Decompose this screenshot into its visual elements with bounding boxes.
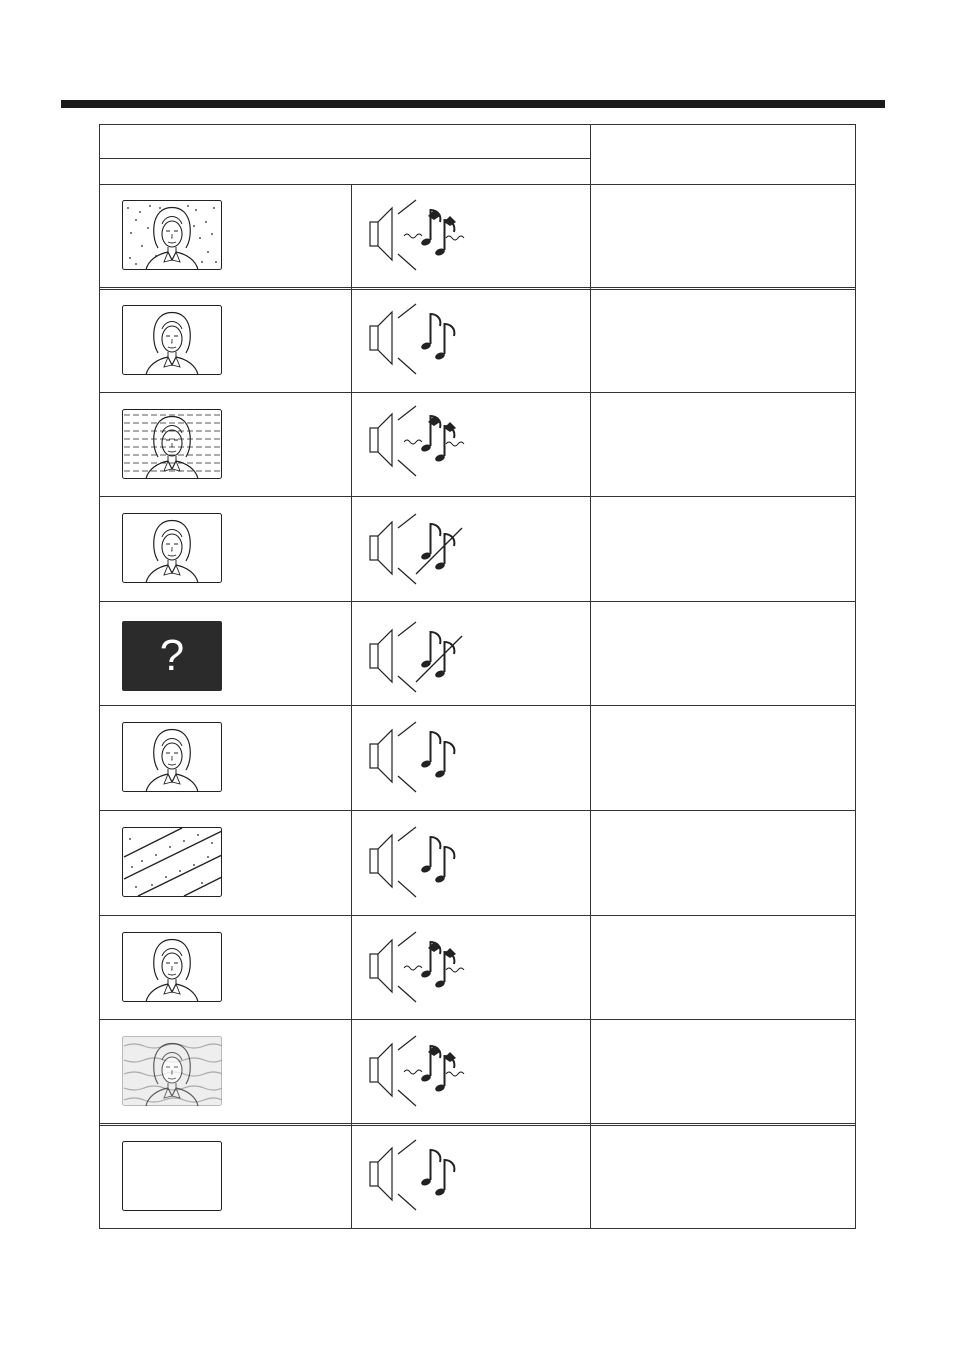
row-3-remedy (591, 393, 855, 496)
row-8-remedy (591, 916, 855, 1019)
row-3-sound-noisy-icon (364, 402, 480, 478)
row-10-remedy (591, 1126, 855, 1228)
row-5-sound-muted-icon (364, 618, 480, 694)
row-10-sound-clear-icon (364, 1136, 480, 1212)
header-sound (352, 159, 590, 184)
header-picture (100, 159, 350, 184)
row-10-picture-blank (122, 1141, 222, 1211)
row-7-sound-clear-icon (364, 823, 480, 899)
row-4-picture-clear (122, 513, 222, 583)
row-1-remedy (591, 185, 855, 287)
row-2-sound-clear-icon (364, 300, 480, 376)
row-1-picture-snowy (122, 200, 222, 270)
header-remedy (591, 125, 855, 184)
row-7-remedy (591, 811, 855, 915)
row-6-picture-clear (122, 722, 222, 792)
row-3-picture-lined (122, 409, 222, 479)
row-5-picture-no-signal (122, 621, 222, 691)
row-5-remedy (591, 602, 855, 705)
row-6-remedy (591, 706, 855, 810)
row-9-sound-noisy-icon (364, 1032, 480, 1108)
row-7-picture-streaks (122, 827, 222, 897)
row-6-sound-clear-icon (364, 718, 480, 794)
row-8-picture-clear (122, 932, 222, 1002)
question-mark-icon: ? (159, 631, 185, 680)
row-9-remedy (591, 1020, 855, 1123)
row-4-remedy (591, 497, 855, 601)
header-symptom (100, 125, 590, 158)
row-2-remedy (591, 290, 855, 392)
row-8-sound-noisy-icon (364, 928, 480, 1004)
row-2-picture-clear (122, 305, 222, 375)
row-9-picture-distorted (122, 1036, 222, 1106)
row-1-sound-noisy-icon (364, 196, 480, 272)
row-4-sound-muted-icon (364, 510, 480, 586)
